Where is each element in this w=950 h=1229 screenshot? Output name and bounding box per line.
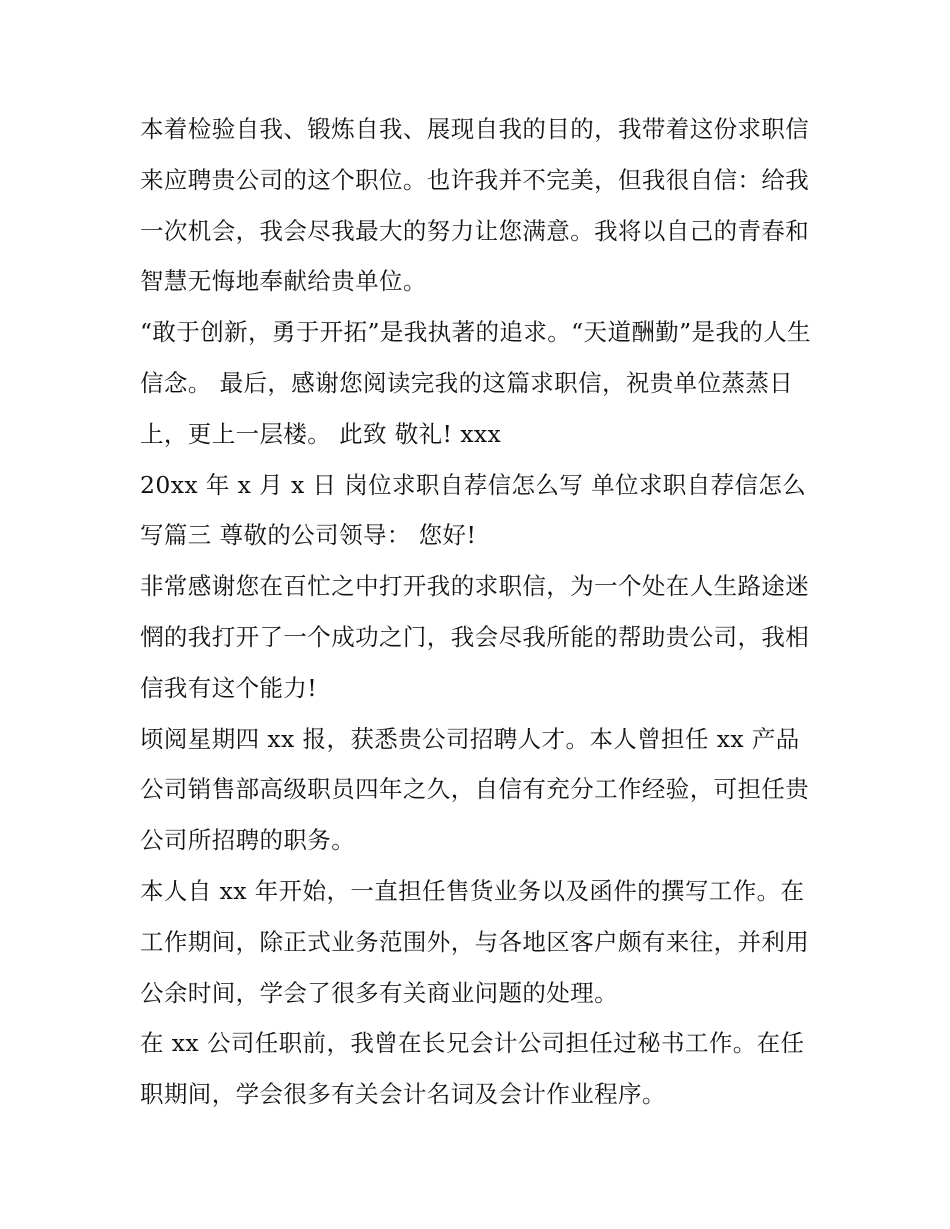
paragraph-6: 本人自 xx 年开始，一直担任售货业务以及函件的撰写工作。在工作期间，除正式业务范围外，与各地区客户颇有来往，并利用公余时间，学会了很多有关商业问题的处理。 bbox=[140, 876, 810, 1007]
paragraph-1: 本着检验自我、锻炼自我、展现自我的目的，我带着这份求职信来应聘贵公司的这个职位。也许我并不完美，但我很自信：给我一次机会，我会尽我最大的努力让您满意。我将以自己的青春和智慧无悔地奉献给贵单位。 bbox=[140, 115, 810, 296]
paragraph-7: 在 xx 公司任职前，我曾在长兄会计公司担任过秘书工作。在任职期间，学会很多有关会计名词及会计作业程序。 bbox=[140, 1029, 805, 1109]
document-body bbox=[140, 104, 820, 1120]
paragraph-4: 非常感谢您在百忙之中打开我的求职信，为一个处在人生路途迷惘的我打开了一个成功之门，我会尽我所能的帮助贵公司，我相信我有这个能力! bbox=[140, 572, 810, 702]
paragraph-5: 顷阅星期四 xx 报，获悉贵公司招聘人才。本人曾担任 xx 产品公司销售部高级职员四年之久，自信有充分工作经验，可担任贵公司所招聘的职务。 bbox=[140, 724, 810, 855]
paragraph-2: “敢于创新，勇于开拓”是我执著的追求。“天道酬勤”是我的人生信念。 最后，感谢您阅读完我的这篇求职信，祝贵单位蒸蒸日上，更上一层楼。 此致 敬礼! xxx bbox=[140, 318, 812, 448]
paragraph-3: 20xx 年 x 月 x 日 岗位求职自荐信怎么写 单位求职自荐信怎么写篇三 尊敬的公司领导： 您好! bbox=[140, 470, 807, 550]
